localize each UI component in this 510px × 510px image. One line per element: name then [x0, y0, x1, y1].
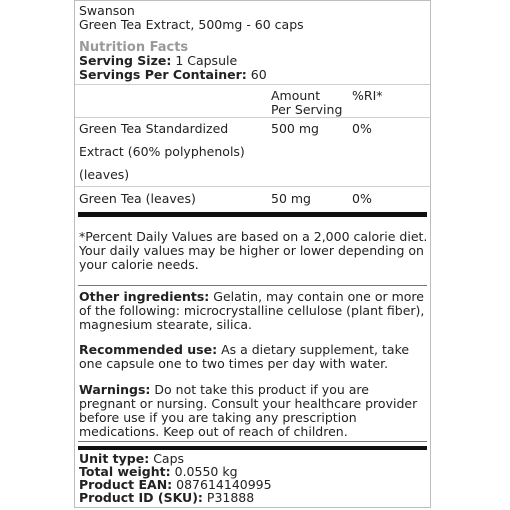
- supplement-label: [74, 0, 431, 508]
- other-ingredients-text: Gelatin, may contain one or more of the following: microcrystalline cellulose (plant fiber), magnesium stearate, silica.: [79, 289, 425, 332]
- thick-divider: [78, 212, 427, 217]
- nutrient-amount: 50 mg: [271, 191, 311, 206]
- divider: [78, 441, 427, 442]
- recommended-use: [79, 343, 428, 371]
- other-ingredients-label: Other ingredients:: [79, 289, 210, 304]
- serving-size-value: 1 Capsule: [175, 53, 238, 68]
- nutrition-facts-title: Nutrition Facts: [79, 40, 189, 55]
- other-ingredients: [79, 290, 428, 332]
- product-name: Green Tea Extract, 500mg - 60 caps: [79, 17, 304, 32]
- unit-type-label: Unit type:: [79, 451, 150, 466]
- warnings-text: Do not take this product if you are pregnant or nursing. Consult your healthcare provider before use if you are taking any prescription medications. Keep out of reach of children.: [79, 382, 418, 439]
- servings-per-container: [79, 68, 267, 82]
- nutrient-name-line: (leaves): [79, 167, 130, 182]
- nutrient-amount: 500 mg: [271, 121, 319, 136]
- divider: [78, 285, 427, 286]
- divider: [75, 186, 430, 187]
- nutrient-name-line: Extract (60% polyphenols): [79, 144, 245, 159]
- product-sku-value: P31888: [206, 490, 255, 505]
- nutrient-name-line: Green Tea (leaves): [79, 191, 196, 206]
- daily-values-footnote: *Percent Daily Values are based on a 2,000 calorie diet. Your daily values may be higher or lower depending on your calorie needs.: [79, 229, 428, 272]
- nutrient-name-line: Green Tea Standardized: [79, 121, 229, 136]
- product-sku: [79, 491, 254, 505]
- unit-type-value: Caps: [153, 451, 185, 466]
- amount-header-line2: Per Serving: [271, 102, 343, 117]
- serving-size-label: Serving Size:: [79, 53, 172, 68]
- total-weight-value: 0.0550 kg: [174, 464, 238, 479]
- thick-divider: [78, 446, 427, 450]
- product-ean-label: Product EAN:: [79, 477, 173, 492]
- serving-size: [79, 54, 237, 68]
- amount-header-line1: Amount: [271, 88, 321, 103]
- ri-header: %RI*: [352, 88, 383, 103]
- servings-per-container-value: 60: [250, 67, 267, 82]
- nutrient-ri: 0%: [352, 121, 372, 136]
- nutrient-ri: 0%: [352, 191, 372, 206]
- product-sku-label: Product ID (SKU):: [79, 490, 203, 505]
- warnings-label: Warnings:: [79, 382, 151, 397]
- warnings: [79, 383, 428, 439]
- brand-name: Swanson: [79, 3, 135, 18]
- recommended-use-label: Recommended use:: [79, 342, 218, 357]
- divider: [75, 84, 430, 85]
- recommended-use-text: As a dietary supplement, take one capsule one to two times per day with water.: [79, 342, 410, 371]
- divider: [75, 117, 430, 118]
- product-ean-value: 087614140995: [176, 477, 272, 492]
- total-weight-label: Total weight:: [79, 464, 171, 479]
- servings-per-container-label: Servings Per Container:: [79, 67, 247, 82]
